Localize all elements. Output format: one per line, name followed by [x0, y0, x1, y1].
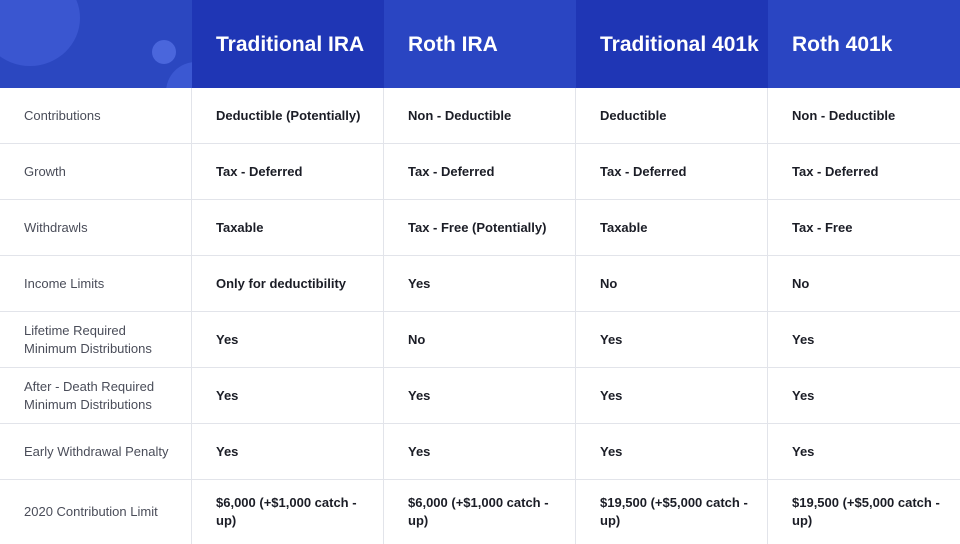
row-label: Income Limits	[0, 256, 192, 311]
column-header-roth-401k	[768, 0, 960, 88]
table-cell: $6,000 (+$1,000 catch - up)	[384, 480, 576, 544]
row-label: Early Withdrawal Penalty	[0, 424, 192, 479]
table-body	[0, 88, 960, 544]
table-row	[0, 312, 960, 368]
table-cell: $19,500 (+$5,000 catch - up)	[792, 495, 940, 528]
column-header-label: Traditional IRA	[216, 32, 365, 56]
table-row	[0, 88, 960, 144]
table-header	[0, 0, 960, 88]
table-cell: Tax - Deferred	[192, 144, 384, 199]
header-corner	[0, 0, 192, 88]
column-header-traditional-ira	[192, 0, 384, 88]
table-row	[0, 480, 960, 544]
table-cell: Yes	[192, 312, 384, 367]
table-row	[0, 144, 960, 200]
column-header-traditional-401k	[576, 0, 768, 88]
table-cell: Taxable	[576, 200, 768, 255]
table-cell: Yes	[576, 424, 768, 479]
row-label: Lifetime Required Minimum Distributions	[0, 312, 192, 367]
row-label: 2020 Contribution Limit	[0, 480, 192, 544]
table-cell: $6,000 (+$1,000 catch - up)	[192, 480, 384, 544]
table-cell: Non - Deductible	[792, 107, 896, 123]
table-cell: Yes	[192, 424, 384, 479]
table-cell: Yes	[384, 256, 576, 311]
table-cell: No	[792, 275, 810, 291]
table-cell: Yes	[384, 424, 576, 479]
table-cell: Yes	[192, 368, 384, 423]
table-cell: Tax - Deferred	[792, 163, 879, 179]
row-label: Withdrawls	[0, 200, 192, 255]
table-cell: Deductible	[576, 88, 768, 143]
table-row	[0, 368, 960, 424]
table-cell: Tax - Free	[792, 219, 853, 235]
table-cell: No	[576, 256, 768, 311]
column-header-label: Traditional 401k	[600, 32, 759, 56]
table-row	[0, 256, 960, 312]
table-cell: No	[384, 312, 576, 367]
table-row	[0, 424, 960, 480]
decorative-circle	[0, 0, 80, 66]
table-cell: Yes	[792, 331, 815, 347]
table-cell: Tax - Deferred	[576, 144, 768, 199]
table-cell: Yes	[576, 312, 768, 367]
table-cell: Deductible (Potentially)	[192, 88, 384, 143]
table-cell: Taxable	[192, 200, 384, 255]
table-cell: Only for deductibility	[192, 256, 384, 311]
column-header-label: Roth IRA	[408, 32, 498, 56]
row-label: After - Death Required Minimum Distributions	[0, 368, 192, 423]
column-header-label: Roth 401k	[792, 32, 893, 56]
table-cell: Tax - Deferred	[384, 144, 576, 199]
decorative-circle	[166, 62, 192, 88]
table-cell: Tax - Free (Potentially)	[384, 200, 576, 255]
decorative-circle	[152, 40, 176, 64]
table-cell: Yes	[384, 368, 576, 423]
table-cell: Non - Deductible	[384, 88, 576, 143]
table-row	[0, 200, 960, 256]
column-header-roth-ira	[384, 0, 576, 88]
table-cell: Yes	[792, 387, 815, 403]
table-cell: $19,500 (+$5,000 catch - up)	[576, 480, 768, 544]
row-label: Growth	[0, 144, 192, 199]
table-cell: Yes	[792, 443, 815, 459]
row-label: Contributions	[0, 88, 192, 143]
table-cell: Yes	[576, 368, 768, 423]
